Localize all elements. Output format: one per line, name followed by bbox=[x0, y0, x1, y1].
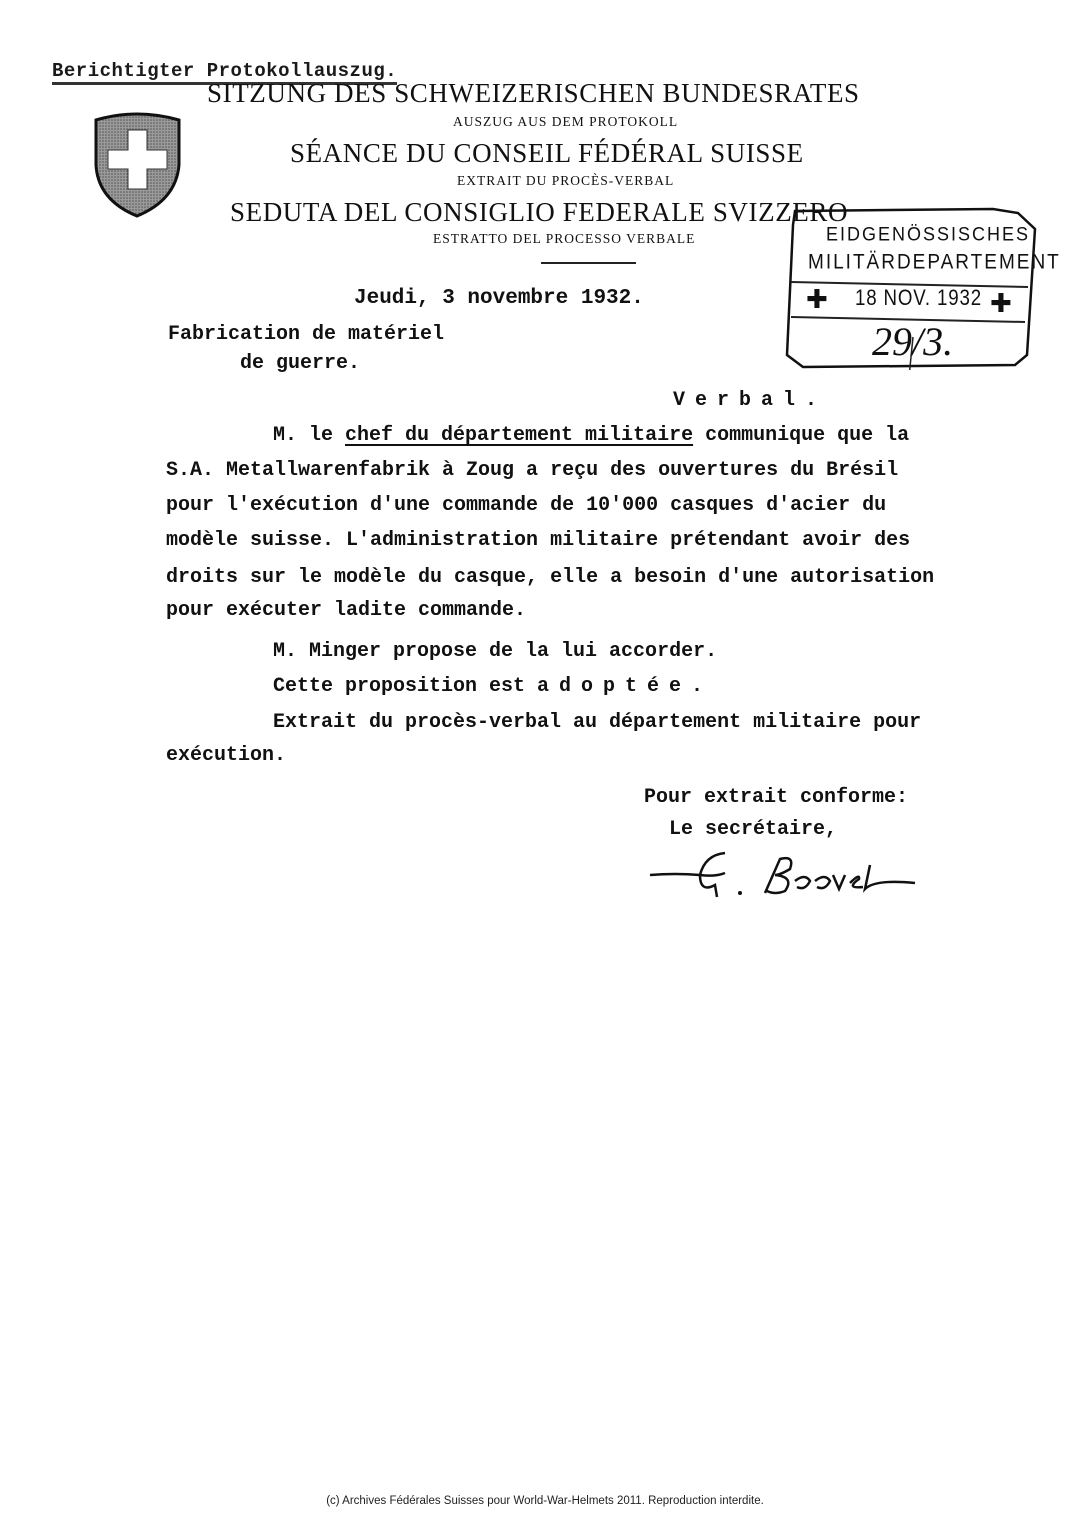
adopted-text: adoptée. bbox=[537, 675, 714, 698]
body-text: Cette proposition est bbox=[273, 675, 538, 698]
divider-rule bbox=[541, 262, 636, 264]
subject-line-1: Fabrication de matériel bbox=[168, 323, 445, 346]
section-title: Verbal. bbox=[673, 389, 828, 412]
letterhead-fr-subtitle: EXTRAIT DU PROCÈS-VERBAL bbox=[457, 173, 675, 188]
body-text: communique que la bbox=[693, 424, 910, 447]
signature bbox=[645, 845, 925, 905]
letterhead-fr-title: SÉANCE DU CONSEIL FÉDÉRAL SUISSE bbox=[290, 138, 804, 168]
body-line: exécution. bbox=[166, 744, 287, 767]
body-text: M. le bbox=[273, 424, 346, 447]
letterhead-it-subtitle: ESTRATTO DEL PROCESSO VERBALE bbox=[433, 231, 696, 246]
swiss-cross-icon: ✚ bbox=[806, 284, 828, 314]
body-line: modèle suisse. L'administration militaire prétendant avoir des bbox=[166, 529, 911, 552]
closing-line-2: Le secrétaire, bbox=[669, 818, 838, 841]
copyright-footer: (c) Archives Fédérales Suisses pour World-War-Helmets 2011. Reproduction interdite. bbox=[326, 1495, 764, 1507]
letterhead-de-title: SITZUNG DES SCHWEIZERISCHEN BUNDESRATES bbox=[207, 78, 860, 108]
body-line: pour exécuter ladite commande. bbox=[166, 599, 527, 622]
body-line: pour l'exécution d'une commande de 10'000 casques d'acier du bbox=[166, 494, 887, 517]
meeting-date: Jeudi, 3 novembre 1932. bbox=[354, 287, 644, 310]
body-line: S.A. Metallwarenfabrik à Zoug a reçu des ouvertures du Brésil bbox=[166, 459, 899, 482]
stamp-handwritten-number: 29/3. bbox=[872, 319, 954, 364]
underlined-text: chef du département militaire bbox=[345, 424, 694, 447]
body-line bbox=[273, 675, 713, 699]
body-line bbox=[273, 424, 909, 448]
body-line: droits sur le modèle du casque, elle a besoin d'une autorisation bbox=[166, 566, 935, 589]
subject-line-2: de guerre. bbox=[240, 352, 361, 375]
closing-line-1: Pour extrait conforme: bbox=[644, 786, 909, 809]
stamp-line-1: EIDGENÖSSISCHES bbox=[826, 222, 1031, 245]
swiss-coat-of-arms-icon bbox=[90, 110, 185, 218]
stamp-line-2: MILITÄRDEPARTEMENT bbox=[808, 250, 1061, 274]
letterhead-de-subtitle: AUSZUG AUS DEM PROTOKOLL bbox=[453, 114, 679, 129]
body-line: Extrait du procès-verbal au département militaire pour bbox=[273, 711, 922, 734]
body-line: M. Minger propose de la lui accorder. bbox=[273, 640, 718, 663]
letterhead-it-title: SEDUTA DEL CONSIGLIO FEDERALE SVIZZERO bbox=[230, 197, 849, 227]
stamp-date: 18 NOV. 1932 bbox=[855, 285, 982, 310]
typed-header-note: Berichtigter Protokollauszug. bbox=[52, 60, 397, 85]
swiss-cross-icon: ✚ bbox=[990, 288, 1012, 318]
